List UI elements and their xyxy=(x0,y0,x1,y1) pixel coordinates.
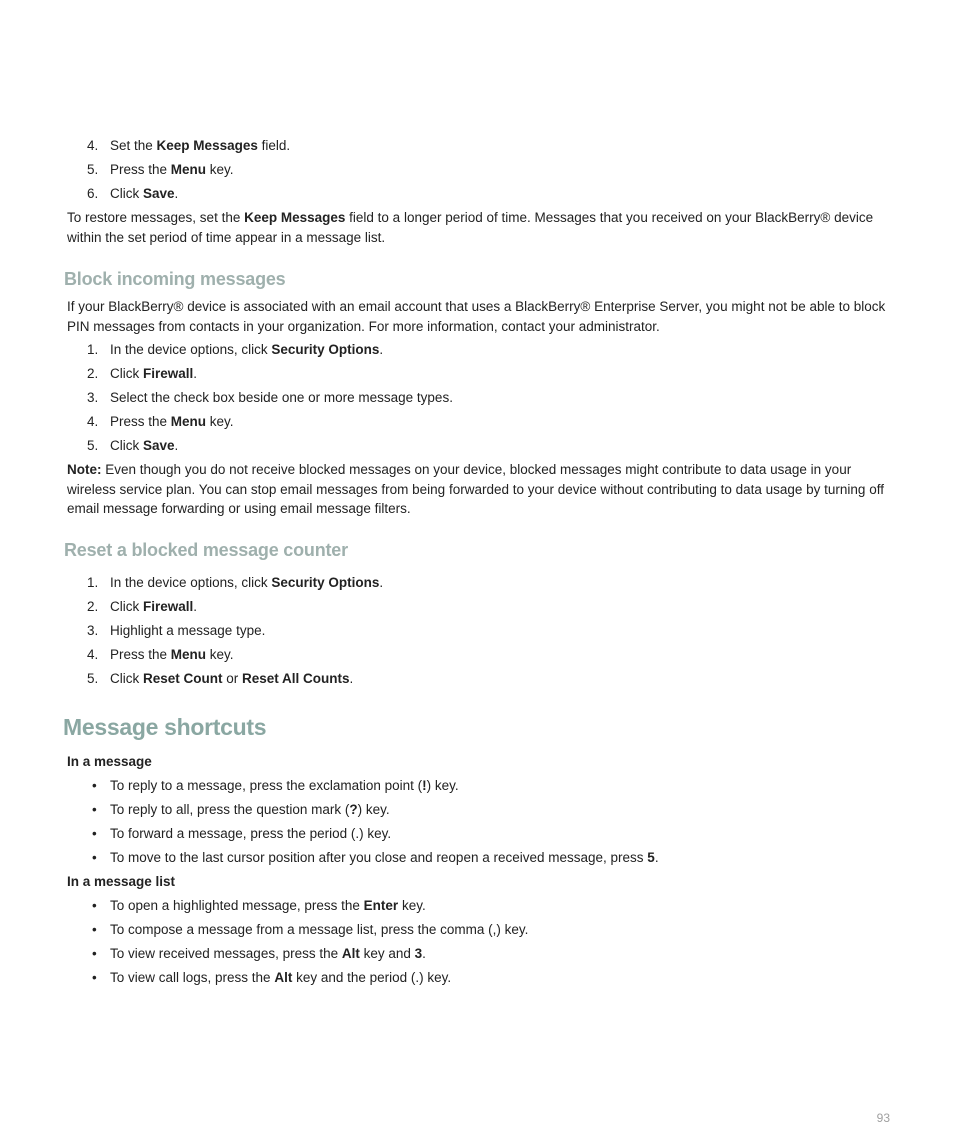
block-messages-steps xyxy=(67,338,897,458)
step-item: 3. Select the check box beside one or more message types. xyxy=(87,390,453,405)
step-item: 3. Highlight a message type. xyxy=(87,623,266,638)
step-item: 1. In the device options, click Security Options. xyxy=(87,342,384,357)
step-item: 4. Press the Menu key. xyxy=(87,414,234,429)
step-item: 4. Press the Menu key. xyxy=(87,647,234,662)
message-shortcuts-heading: Message shortcuts xyxy=(63,714,267,740)
step-item: 2. Click Firewall. xyxy=(87,599,198,614)
list-item: • To move to the last cursor position after you close and reopen a received message, press 5. xyxy=(92,850,659,865)
reset-counter-heading: Reset a blocked message counter xyxy=(64,540,348,560)
list-item: • To forward a message, press the period (.) key. xyxy=(92,826,392,841)
in-message-label: In a message xyxy=(67,754,152,769)
list-item: • To view call logs, press the Alt key and the period (.) key. xyxy=(92,970,452,985)
in-message-list-label: In a message list xyxy=(67,874,176,889)
note-label: Note: xyxy=(67,462,102,477)
block-messages-heading: Block incoming messages xyxy=(64,269,286,289)
shortcuts-in-message xyxy=(67,750,897,990)
list-item: • To reply to all, press the question mark (?) key. xyxy=(92,802,390,817)
list-item: • To view received messages, press the Alt key and 3. xyxy=(92,946,426,961)
page-number: 93 xyxy=(876,1111,890,1125)
reset-counter-steps xyxy=(67,571,897,691)
step-item: 6. Click Save. xyxy=(87,186,179,201)
block-messages-intro: If your BlackBerry® device is associated with an email account that uses a BlackBerry® Enterprise Server, you might not be able to block PIN messages from contacts in your organization. For more information, contact your administrator. xyxy=(67,299,886,334)
step-item: 5. Press the Menu key. xyxy=(87,162,234,177)
step-item: 2. Click Firewall. xyxy=(87,366,198,381)
block-messages-note: Note: Even though you do not receive blocked messages on your device, blocked messages might contribute to data usage in your wireless service plan. You can stop email messages from being forwarded to your device without contributing to data usage by turning off email message forwarding or using email message filters. xyxy=(67,462,884,516)
step-item: 1. In the device options, click Security Options. xyxy=(87,575,384,590)
step-item: 4. Set the Keep Messages field. xyxy=(87,138,291,153)
list-item: • To open a highlighted message, press the Enter key. xyxy=(92,898,426,913)
intro-steps xyxy=(67,134,897,206)
step-item: 5. Click Reset Count or Reset All Counts. xyxy=(87,671,354,686)
list-item: • To compose a message from a message list, press the comma (,) key. xyxy=(92,922,529,937)
step-item: 5. Click Save. xyxy=(87,438,179,453)
list-item: • To reply to a message, press the exclamation point (!) key. xyxy=(92,778,459,793)
restore-paragraph: To restore messages, set the Keep Messages field to a longer period of time. Messages that you received on your BlackBerry® device within the set period of time appear in a message list. xyxy=(67,210,874,245)
